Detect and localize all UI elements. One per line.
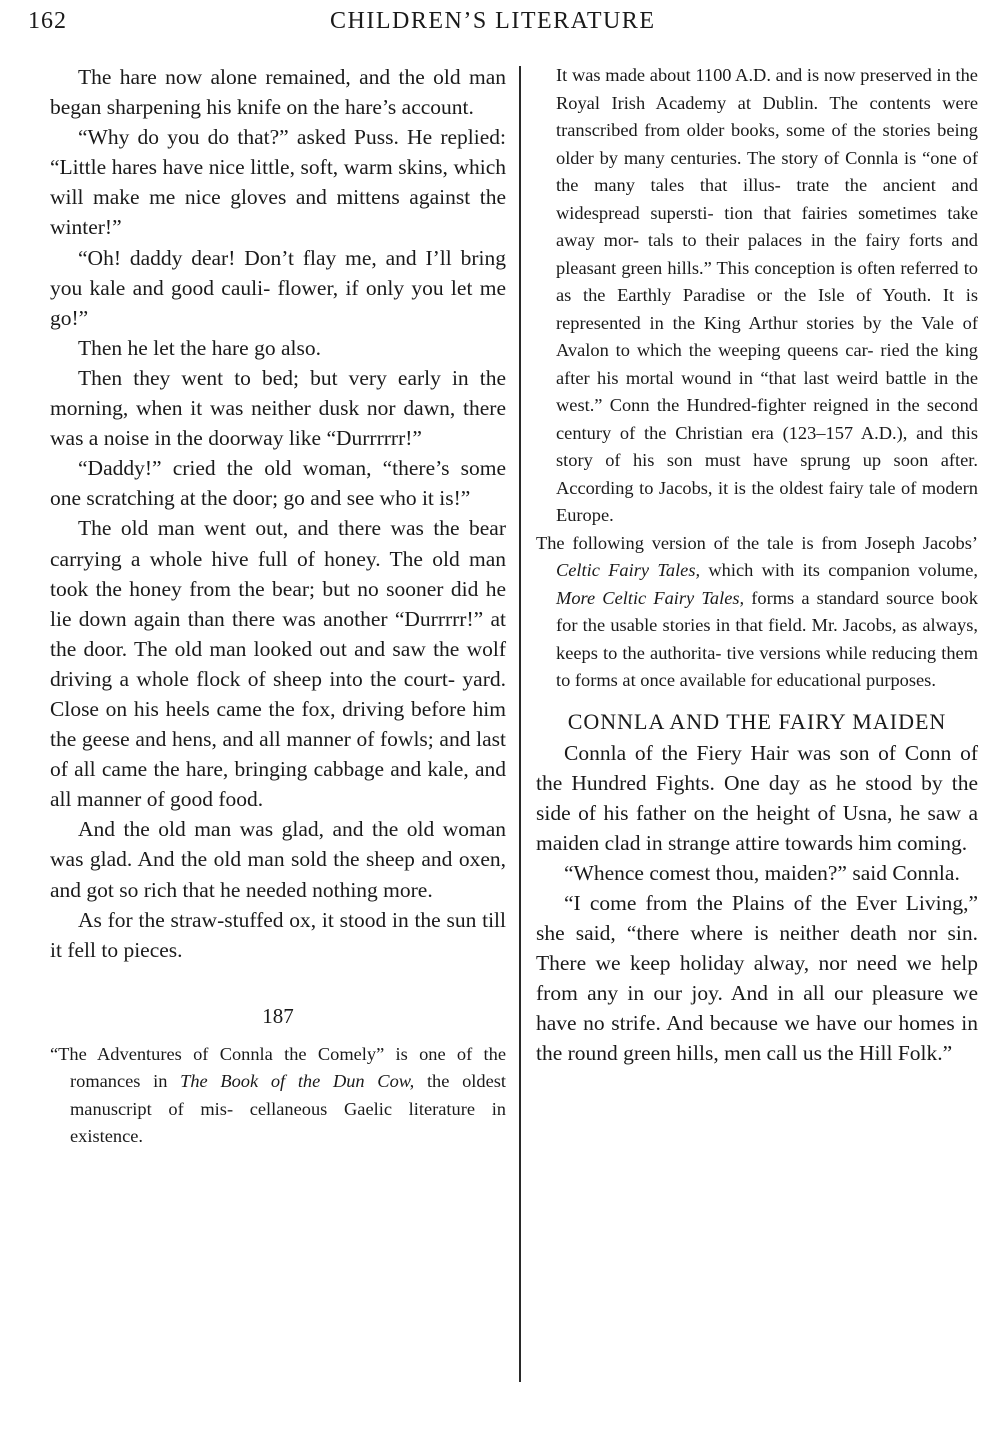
editorial-note-continued bbox=[536, 62, 978, 530]
column-divider bbox=[519, 66, 521, 1382]
note-text: forms a standard source book for the usable stories in that field. Mr. Jacobs, as always, keeps to the authorita- tive versions while reducing them to forms at once available for educational purposes. bbox=[556, 587, 978, 690]
paragraph: The old man went out, and there was the bear carrying a whole hive full of honey. The old man took the honey from the bear; but no sooner did he lie down again than there was another “Durrrrr!” at the door. The old man looked out and saw the wolf driving a whole flock of sheep into the court- yard. Close on his heels came the fox, driving before him the geese and hens, and all manner of fowls; and last of all came the hare, bringing cabbage and kale, and all manner of good food. bbox=[50, 516, 506, 812]
book-title: The Book of the Dun Cow, bbox=[180, 1071, 415, 1092]
paragraph: As for the straw-stuffed ox, it stood in the sun till it fell to pieces. bbox=[50, 907, 506, 962]
section-number: 187 bbox=[262, 1003, 294, 1028]
editorial-note bbox=[50, 1041, 506, 1151]
note-text: ), and this story of his son must have sprung up soon after. According to Jacobs, it is the oldest fairy tale of modern Europe. bbox=[556, 422, 978, 525]
right-column bbox=[536, 62, 978, 1069]
left-column bbox=[50, 62, 506, 1151]
note-text: which with its companion volume, bbox=[700, 560, 978, 580]
paragraph: “Whence comest thou, maiden?” said Connla. bbox=[564, 860, 960, 885]
page-number: 162 bbox=[28, 8, 67, 34]
paragraph: “Daddy!” cried the old woman, “there’s some one scratching at the door; go and see who it is!” bbox=[50, 456, 506, 511]
date-text: 1100 A.D. bbox=[695, 65, 771, 85]
date-text: 123–157 A.D. bbox=[788, 422, 897, 443]
note-text: “The Adventures of Connla the Comely” is one of the romances in bbox=[50, 1043, 506, 1092]
paragraph: Then he let the hare go also. bbox=[78, 335, 321, 360]
paragraph: “Oh! daddy dear! Don’t flay me, and I’ll bring you kale and good cauli- flower, if only you let me go!” bbox=[50, 245, 506, 330]
paragraph: Then they went to bed; but very early in the morning, when it was neither dusk nor dawn, there was a noise in the doorway like “Durrrrrr!” bbox=[50, 365, 506, 451]
paragraph: And the old man was glad, and the old woman was glad. And the old man sold the sheep and oxen, and got so rich that he needed nothing more. bbox=[50, 817, 506, 902]
paragraph: Connla of the Fiery Hair was son of Conn of the Hundred Fights. One day as he stood by the side of his father on the height of Usna, he saw a maiden clad in strange attire towards him coming. bbox=[536, 740, 978, 855]
note-text: The following version of the tale is from Joseph Jacobs’ bbox=[536, 532, 978, 553]
note-text: the oldest manuscript of mis- cellaneous Gaelic literature in existence. bbox=[70, 1071, 507, 1147]
book-title: Celtic Fairy Tales, bbox=[556, 560, 701, 580]
note-text: and is now preserved in the Royal Irish Academy at Dublin. The contents were transcribed from older books, some of the stories being older by many centuries. The story of Connla is “one of the many tales that illus- trate the ancient and widespread supersti- tion that fairies sometimes take away mor- tals to their palaces in the fairy forts and pleasant green hills.” This conception is often referred to as the Earthly Paradise or the Isle of Youth. It is represented in the King Arthur stories by the Vale of Avalon to which the weeping queens car- ried the king after his mortal wound in “that last weird battle in the west.” Conn the Hundred-fighter reigned in the second century of the Christian era ( bbox=[556, 65, 978, 443]
paragraph: “Why do you do that?” asked Puss. He replied: “Little hares have nice little, soft, warm skins, which will make me nice gloves and mittens against the winter!” bbox=[50, 125, 506, 240]
running-title: CHILDREN’S LITERATURE bbox=[330, 8, 656, 34]
note-text: It was made about bbox=[556, 65, 696, 85]
source-note bbox=[536, 530, 978, 695]
story-title: CONNLA AND THE FAIRY MAIDEN bbox=[567, 708, 947, 734]
paragraph: “I come from the Plains of the Ever Living,” she said, “there where is neither death nor sin. There we keep holiday alway, nor need we help from any in our joy. And in all our pleasure we have no strife. And because we have our homes in the round green hills, men call us the Hill Folk.” bbox=[536, 890, 978, 1066]
paragraph: The hare now alone remained, and the old man began sharpening his knife on the hare’s account. bbox=[50, 65, 506, 120]
book-title: More Celtic Fairy Tales, bbox=[556, 587, 745, 608]
